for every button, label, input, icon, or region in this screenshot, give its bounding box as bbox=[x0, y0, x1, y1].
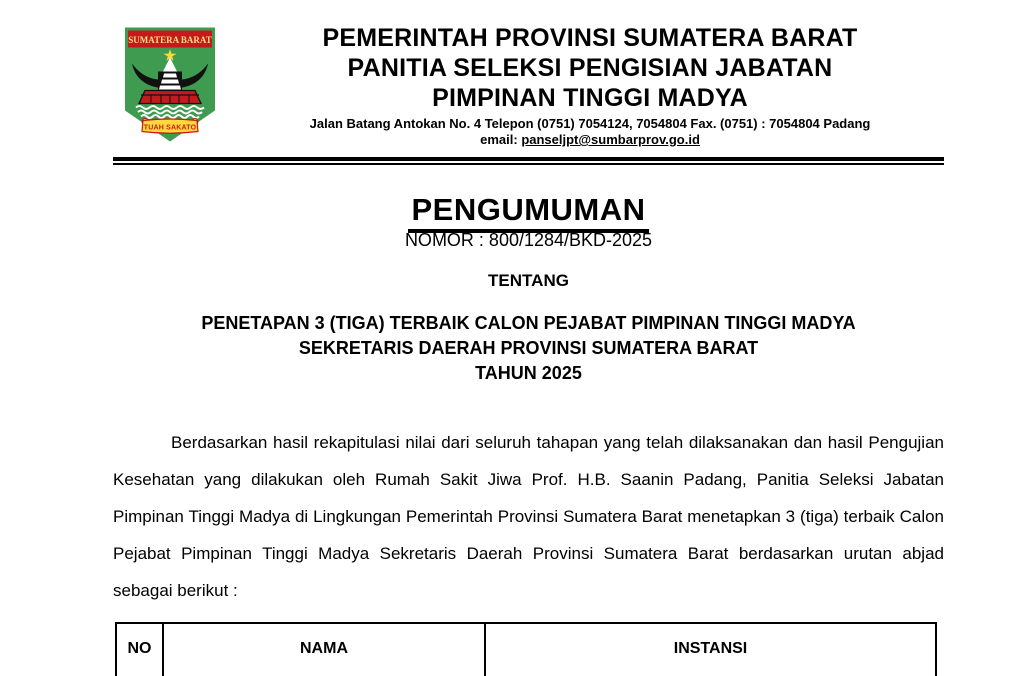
announcement-number: NOMOR : 800/1284/BKD-2025 bbox=[404, 230, 653, 250]
col-header-nama: NAMA bbox=[163, 623, 485, 676]
body-paragraph: Berdasarkan hasil rekapitulasi nilai dari seluruh tahapan yang telah dilaksanakan dan hasil Pengujian Kesehatan yang dilakukan oleh Rumah Sakit Jiwa Prof. H.B. Saanin Padang, Panitia Seleksi Jabatan Pimpinan Tinggi Madya di Lingkungan Pemerintah Provinsi Sumatera Barat menetapkan 3 (tiga) terbaik Calon Pejabat Pimpinan Tinggi Madya Sekretaris Daerah Provinsi Sumatera Barat berdasarkan urutan abjad sebagai berikut : bbox=[113, 433, 944, 600]
org-name-line2: PANITIA SELEKSI PENGISIAN JABATAN bbox=[347, 54, 833, 82]
email-link[interactable]: panseljpt@sumbarprov.go.id bbox=[521, 132, 700, 147]
logo-motto-text: TUAH SAKATO bbox=[143, 124, 197, 132]
org-name-line3: PIMPINAN TINGGI MADYA bbox=[432, 84, 748, 112]
letterhead-email-line bbox=[236, 132, 944, 148]
table-header-row bbox=[116, 623, 936, 676]
about-label: TENTANG bbox=[488, 271, 569, 290]
letterhead-divider bbox=[113, 157, 944, 165]
logo-banner-text: SUMATERA BARAT bbox=[128, 35, 212, 45]
title-line1: PENETAPAN 3 (TIGA) TERBAIK CALON PEJABAT PIMPINAN TINGGI MADYA bbox=[201, 313, 856, 333]
col-header-no: NO bbox=[116, 623, 163, 676]
letterhead-address: Jalan Batang Antokan No. 4 Telepon (0751) 7054124, 7054804 Fax. (0751) : 7054804 Padang bbox=[309, 116, 871, 131]
sumbar-coat-of-arms-logo bbox=[121, 24, 219, 146]
email-label: email: bbox=[480, 132, 518, 147]
title-line2: SEKRETARIS DAERAH PROVINSI SUMATERA BARAT bbox=[298, 338, 759, 358]
col-header-instansi: INSTANSI bbox=[485, 623, 936, 676]
letterhead bbox=[236, 23, 944, 148]
announcement-title bbox=[113, 311, 944, 386]
heading-text: PENGUMUMAN bbox=[408, 192, 648, 233]
candidates-table bbox=[115, 622, 937, 676]
coat-of-arms-icon bbox=[121, 24, 219, 146]
org-name-line1: PEMERINTAH PROVINSI SUMATERA BARAT bbox=[322, 24, 858, 52]
announcement-heading bbox=[113, 192, 944, 233]
title-line3: TAHUN 2025 bbox=[475, 363, 582, 383]
